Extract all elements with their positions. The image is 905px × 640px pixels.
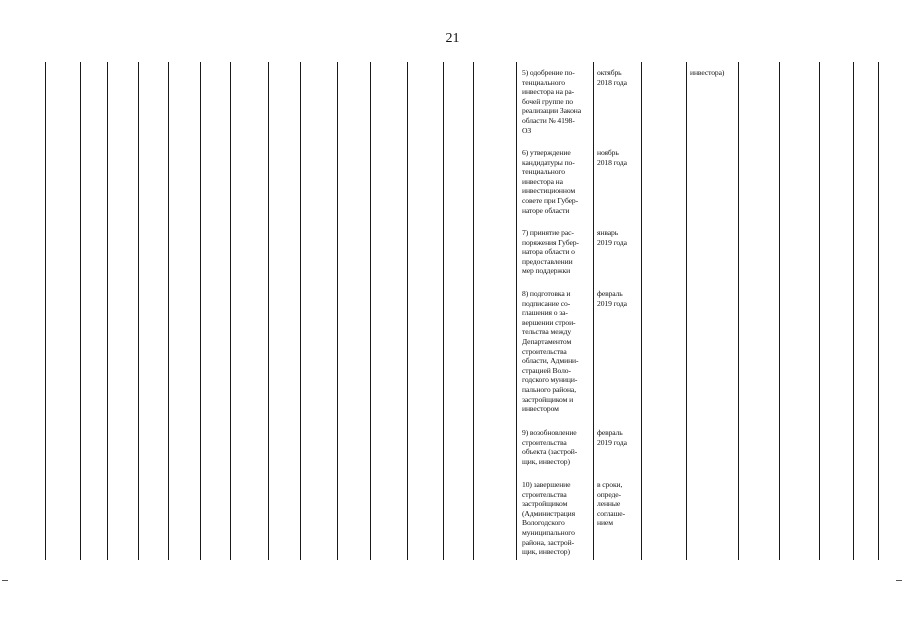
column-rule [268, 62, 269, 560]
column-rule [168, 62, 169, 560]
column-rule [516, 62, 517, 560]
step-date: октябрь 2018 года [597, 68, 627, 87]
step-description: 8) подготовка и подписание со- глашения о за- вершении строи- тельства между Департаментом строительства области, Админи- страцией Воло- годского муници- пального района, застройщиком и инвестором [522, 289, 579, 414]
column-rule [107, 62, 108, 560]
column-rule [878, 62, 879, 560]
step-description: 7) принятие рас- поряжения Губер- натора области о предоставлении мер поддержки [522, 228, 579, 276]
column-rule [200, 62, 201, 560]
scan-edge-mark-right [896, 580, 902, 581]
column-rule [779, 62, 780, 560]
column-rule [738, 62, 739, 560]
page-number: 21 [445, 31, 460, 46]
column-rule [473, 62, 474, 560]
scan-edge-mark-left [2, 580, 8, 581]
column-rule [819, 62, 820, 560]
column-rule [80, 62, 81, 560]
step-description: 6) утверждение кандидатуры по- тенциального инвестора на инвестиционном совете при Губер- наторе области [522, 148, 579, 215]
step-date: февраль 2019 года [597, 428, 627, 447]
step-date: январь 2019 года [597, 228, 627, 247]
column-rule [407, 62, 408, 560]
column-rule [443, 62, 444, 560]
column-rule [370, 62, 371, 560]
column-rule [138, 62, 139, 560]
column-rule [300, 62, 301, 560]
step-date: ноябрь 2018 года [597, 148, 627, 167]
column-rule [853, 62, 854, 560]
step-date: февраль 2019 года [597, 289, 627, 308]
continuation-note: инвестора) [690, 68, 725, 77]
column-rule [593, 62, 594, 560]
step-description: 5) одобрение по- тенциального инвестора на ра- бочей группе по реализации Закона области № 4198- ОЗ [522, 68, 582, 135]
step-description: 10) завершение строительства застройщиком (Администрация Вологодского муниципального района, застрой- щик, инвестор) [522, 480, 576, 557]
column-rule [641, 62, 642, 560]
column-rule [337, 62, 338, 560]
column-rule [45, 62, 46, 560]
column-rule [686, 62, 687, 560]
column-rule [230, 62, 231, 560]
step-description: 9) возобновление строительства объекта (застрой- щик, инвестор) [522, 428, 578, 466]
step-date: в сроки, опреде- ленные соглаше- нием [597, 480, 626, 528]
